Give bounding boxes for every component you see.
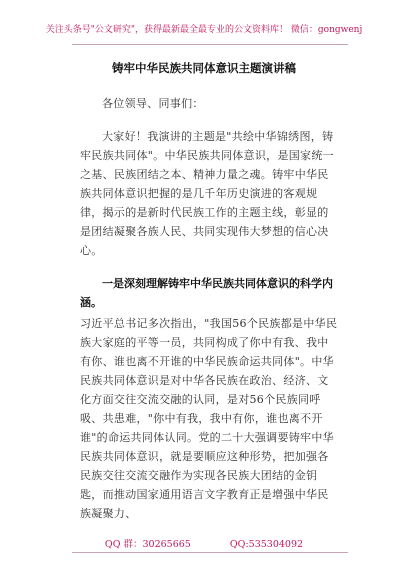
footer-qq-group: QQ 群：30265665 <box>104 539 191 550</box>
header-notice: 关注头条号"公文研究"，获得最新最全最专业的公文资料库！ 微信：gongwenj <box>45 25 363 35</box>
document-title: 铸牢中华民族共同体意识主题演讲稿 <box>112 61 296 75</box>
header-divider <box>72 44 348 45</box>
document-body <box>80 94 338 523</box>
footer-contact <box>0 536 408 550</box>
section-paragraph: 习近平总书记多次指出，"我国56个民族都是中华民族大家庭的平等一员，共同构成了你中有我、我中有你、谁也离不开谁的中华民族命运共同体"。中华民族共同体意识是对中华各民族在政治、经济、文化方面交往交流交融的认同，是对56个民族同呼吸、共患难，"你中有我，我中有你，谁也离不开谁"的命运共同体认同。党的二十大强调要铸牢中华民族共同体意识，就是要顺应这种形势，把加强各民族交往交流交融作为实现各民族大团结的金钥匙，而推动国家通用语言文字教育正是增强中华民族凝聚力、 <box>80 317 338 520</box>
section-heading: 一是深刻理解铸牢中华民族共同体意识的科学内涵。 <box>80 277 333 309</box>
salutation: 各位领导、同事们： <box>102 97 204 110</box>
footer-qq: QQ:535304092 <box>229 539 304 550</box>
intro-paragraph: 大家好！我演讲的主题是"共绘中华锦绣图，铸牢民族共同体"。中华民族共同体意识，是国家统一之基、民族团结之本、精神力量之魂。铸牢中华民族共同体意识把握的是几千年历史演进的客观规律，揭示的是新时代民族工作的主题主线，彰显的是团结凝聚各族人民、共同实现伟大梦想的信心决心。 <box>80 130 334 257</box>
footer-divider <box>72 552 348 553</box>
